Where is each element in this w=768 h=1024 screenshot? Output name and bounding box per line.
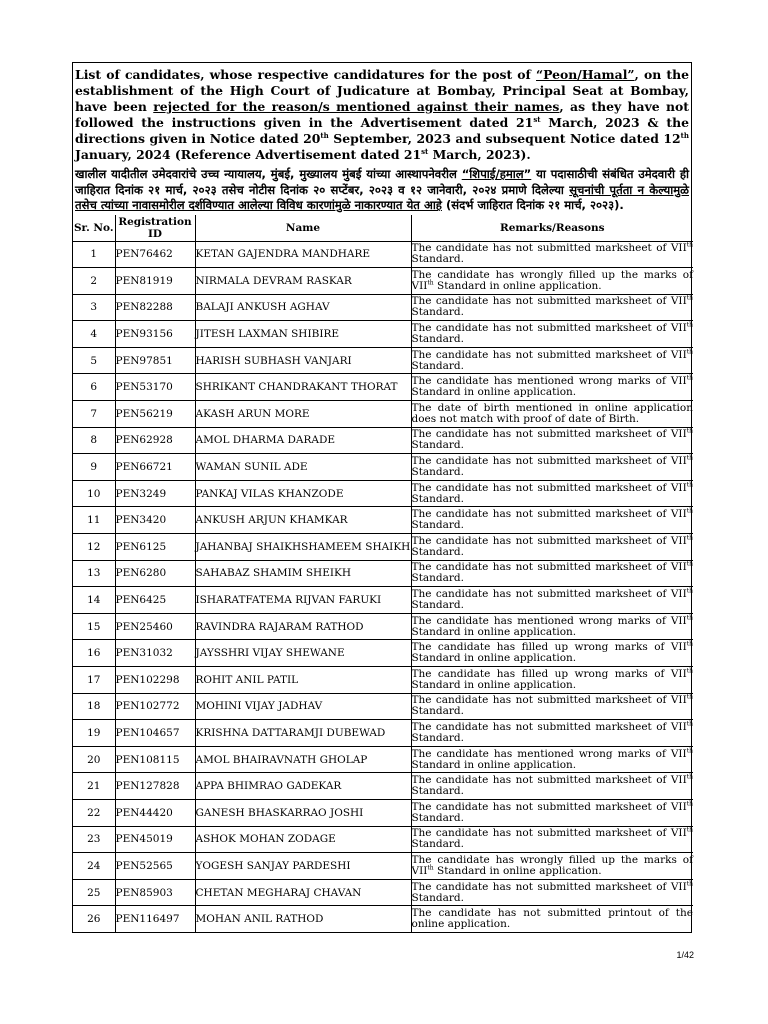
remark-text: The candidate has not submitted marksheet of VII <box>411 508 687 521</box>
registration-id-cell: PEN31032 <box>115 640 195 667</box>
ordinal-suffix: st <box>533 114 541 124</box>
sr-no-cell: 13 <box>73 560 115 587</box>
name-cell: BALAJI ANKUSH AGHAV <box>195 294 411 321</box>
sr-no-cell: 2 <box>73 268 115 295</box>
sr-no-cell: 19 <box>73 720 115 747</box>
remarks-cell <box>411 746 693 773</box>
registration-id-cell: PEN3420 <box>115 507 195 534</box>
sr-no-cell: 9 <box>73 454 115 481</box>
remark-text: Standard in online application. <box>411 386 577 399</box>
registration-id-cell: PEN116497 <box>115 906 195 932</box>
registration-id-cell: PEN56219 <box>115 401 195 428</box>
remark-text: Standard. <box>411 891 464 904</box>
sr-no-cell: 21 <box>73 773 115 800</box>
remarks-cell <box>411 720 693 747</box>
table-body <box>73 241 693 932</box>
registration-id-cell: PEN81919 <box>115 268 195 295</box>
name-cell: HARISH SUBHASH VANJARI <box>195 347 411 374</box>
registration-id-cell: PEN104657 <box>115 720 195 747</box>
sr-no-cell: 11 <box>73 507 115 534</box>
remarks-cell <box>411 294 693 321</box>
registration-id-cell: PEN3249 <box>115 480 195 507</box>
remark-text: The candidate has not submitted marksheet of VII <box>411 295 687 308</box>
marathi-text: या पदासाठीची संबंधित उमेदवारी ही जाहिरात दिनांक २१ मार्च, २०२३ तसेच नोटीस दिनांक २० सप्टेंबर, २०२३ व १२ जानेवारी, २०२४ प्रमाणे दिलेल्या <box>75 167 689 197</box>
name-cell: RAVINDRA RAJARAM RATHOD <box>195 613 411 640</box>
ordinal-suffix: th <box>686 587 693 595</box>
intro-text: September, 2023 and subsequent Notice dated 12 <box>328 131 681 146</box>
remark-text: Standard. <box>411 705 464 718</box>
remarks-cell <box>411 374 693 401</box>
registration-id-cell: PEN6280 <box>115 560 195 587</box>
name-cell: AKASH ARUN MORE <box>195 401 411 428</box>
name-cell: MOHINI VIJAY JADHAV <box>195 693 411 720</box>
remark-text: The candidate has not submitted printout of the online application. <box>411 907 693 931</box>
name-cell: ROHIT ANIL PATIL <box>195 667 411 694</box>
ordinal-suffix: th <box>686 640 693 648</box>
sr-no-cell: 6 <box>73 374 115 401</box>
remarks-cell <box>411 773 693 800</box>
ordinal-suffix: th <box>320 130 329 140</box>
remarks-cell <box>411 507 693 534</box>
ordinal-suffix: th <box>427 864 434 872</box>
registration-id-cell: PEN76462 <box>115 241 195 268</box>
remark-text: The candidate has not submitted marksheet of VII <box>411 880 687 893</box>
remark-text: The candidate has not submitted marksheet of VII <box>411 827 687 840</box>
registration-id-cell: PEN66721 <box>115 454 195 481</box>
name-cell: ASHOK MOHAN ZODAGE <box>195 826 411 853</box>
ordinal-suffix: th <box>427 279 434 287</box>
name-cell: SHRIKANT CHANDRAKANT THORAT <box>195 374 411 401</box>
remark-text: The candidate has not submitted marksheet of VII <box>411 694 687 707</box>
ordinal-suffix: th <box>686 880 693 888</box>
ordinal-suffix: th <box>686 321 693 329</box>
remarks-cell <box>411 693 693 720</box>
remark-text: Standard in online application. <box>411 758 577 771</box>
sr-no-cell: 14 <box>73 587 115 614</box>
table-row <box>73 693 693 720</box>
sr-no-cell: 15 <box>73 613 115 640</box>
remark-text: The date of birth mentioned in online application does not match with proof of date of Birth. <box>411 401 693 425</box>
table-row <box>73 613 693 640</box>
table-row <box>73 480 693 507</box>
name-cell: JAHANBAJ SHAIKHSHAMEEM SHAIKH <box>195 534 411 561</box>
remarks-cell <box>411 906 693 932</box>
name-cell: AMOL DHARMA DARADE <box>195 427 411 454</box>
remarks-cell <box>411 480 693 507</box>
table-row <box>73 853 693 880</box>
registration-id-cell: PEN102298 <box>115 667 195 694</box>
name-cell: ISHARATFATEMA RIJVAN FARUKI <box>195 587 411 614</box>
registration-id-cell: PEN53170 <box>115 374 195 401</box>
table-row <box>73 374 693 401</box>
table-row <box>73 321 693 348</box>
sr-no-cell: 12 <box>73 534 115 561</box>
registration-id-cell: PEN82288 <box>115 294 195 321</box>
ordinal-suffix: th <box>686 241 693 249</box>
remarks-cell <box>411 454 693 481</box>
remark-text: The candidate has not submitted marksheet of VII <box>411 588 687 601</box>
ordinal-suffix: th <box>686 667 693 675</box>
remark-text: Standard in online application. <box>433 864 602 877</box>
remarks-cell <box>411 640 693 667</box>
sr-no-cell: 26 <box>73 906 115 932</box>
table-row <box>73 560 693 587</box>
intro-text: , on the establishment of the High Court of Judicature at Bombay, Principal Seat at Bombay, have been <box>75 67 689 114</box>
table-row <box>73 773 693 800</box>
ordinal-suffix: th <box>686 800 693 808</box>
remark-text: The candidate has not submitted marksheet of VII <box>411 481 687 494</box>
table-row <box>73 720 693 747</box>
remark-text: The candidate has wrongly filled up the marks of VII <box>411 268 693 292</box>
remark-text: Standard. <box>411 492 464 505</box>
remark-text: Standard. <box>411 519 464 532</box>
ordinal-suffix: st <box>421 146 429 156</box>
name-cell: MOHAN ANIL RATHOD <box>195 906 411 932</box>
remark-text: The candidate has mentioned wrong marks of VII <box>411 747 687 760</box>
remarks-cell <box>411 879 693 906</box>
remarks-cell <box>411 560 693 587</box>
registration-id-cell: PEN52565 <box>115 853 195 880</box>
name-cell: ANKUSH ARJUN KHAMKAR <box>195 507 411 534</box>
remarks-cell <box>411 534 693 561</box>
remark-text: Standard. <box>411 838 464 851</box>
remark-text: Standard. <box>411 572 464 585</box>
remark-text: Standard. <box>411 785 464 798</box>
remark-text: The candidate has not submitted marksheet of VII <box>411 561 687 574</box>
remarks-cell <box>411 321 693 348</box>
table-row <box>73 826 693 853</box>
table-row <box>73 401 693 428</box>
sr-no-cell: 22 <box>73 799 115 826</box>
remarks-cell <box>411 587 693 614</box>
remarks-cell <box>411 347 693 374</box>
marathi-intro <box>73 165 691 215</box>
registration-id-cell: PEN93156 <box>115 321 195 348</box>
remarks-cell <box>411 241 693 268</box>
marathi-text: खालील यादीतील उमेदवारांचे उच्च न्यायालय, मुंबई, मुख्यालय मुंबई यांच्या आस्थापनेवरील <box>75 167 462 181</box>
name-cell: SAHABAZ SHAMIM SHEIKH <box>195 560 411 587</box>
remark-text: Standard. <box>411 731 464 744</box>
intro-text: March, 2023). <box>428 147 531 162</box>
registration-id-cell: PEN45019 <box>115 826 195 853</box>
remark-text: The candidate has not submitted marksheet of VII <box>411 242 687 255</box>
name-cell: PANKAJ VILAS KHANZODE <box>195 480 411 507</box>
ordinal-suffix: th <box>686 693 693 701</box>
remark-text: The candidate has mentioned wrong marks of VII <box>411 375 687 388</box>
remark-text: Standard. <box>411 599 464 612</box>
remark-text: Standard. <box>411 466 464 479</box>
table-row <box>73 268 693 295</box>
ordinal-suffix: th <box>686 826 693 834</box>
remarks-cell <box>411 613 693 640</box>
name-cell: JAYSSHRI VIJAY SHEWANE <box>195 640 411 667</box>
header-name: Name <box>195 215 411 242</box>
remark-text: The candidate has not submitted marksheet of VII <box>411 322 687 335</box>
table-row <box>73 587 693 614</box>
intro-text: March, 2023 & the directions given in Notice dated 20 <box>75 115 689 146</box>
marathi-text: (संदर्भ जाहिरात दिनांक २१ मार्च, २०२३). <box>441 198 624 212</box>
remarks-cell <box>411 799 693 826</box>
marathi-rejection-note: सूचनांची पूर्तता न केल्यामुळे तसेच त्यांच्या नावासमोरील दर्शविण्यात आलेल्या विविध कारणांमुळे नाकारण्यात येत आहे <box>75 182 689 212</box>
table-row <box>73 294 693 321</box>
registration-id-cell: PEN6425 <box>115 587 195 614</box>
remarks-cell <box>411 667 693 694</box>
remark-text: The candidate has mentioned wrong marks of VII <box>411 614 687 627</box>
name-cell: WAMAN SUNIL ADE <box>195 454 411 481</box>
table-header-row <box>73 215 693 242</box>
remark-text: Standard. <box>411 811 464 824</box>
marathi-post-title: “शिपाई/हमाल” <box>461 167 532 181</box>
remark-text: The candidate has not submitted marksheet of VII <box>411 774 687 787</box>
remarks-cell <box>411 826 693 853</box>
intro-text: List of candidates, whose respective candidatures for the post of <box>75 67 537 82</box>
table-row <box>73 347 693 374</box>
remark-text: The candidate has not submitted marksheet of VII <box>411 800 687 813</box>
remark-text: Standard. <box>411 545 464 558</box>
remarks-cell <box>411 268 693 295</box>
remarks-cell <box>411 853 693 880</box>
ordinal-suffix: th <box>686 374 693 382</box>
remark-text: Standard in online application. <box>411 625 577 638</box>
remark-text: The candidate has not submitted marksheet of VII <box>411 534 687 547</box>
sr-no-cell: 25 <box>73 879 115 906</box>
header-registration-id: Registration ID <box>115 215 195 242</box>
registration-id-cell: PEN108115 <box>115 746 195 773</box>
name-cell: CHETAN MEGHARAJ CHAVAN <box>195 879 411 906</box>
table-row <box>73 906 693 932</box>
remark-text: The candidate has not submitted marksheet of VII <box>411 455 687 468</box>
table-row <box>73 799 693 826</box>
table-row <box>73 427 693 454</box>
remark-text: Standard. <box>411 253 464 266</box>
ordinal-suffix: th <box>686 773 693 781</box>
sr-no-cell: 18 <box>73 693 115 720</box>
sr-no-cell: 23 <box>73 826 115 853</box>
sr-no-cell: 1 <box>73 241 115 268</box>
remark-text: Standard in online application. <box>411 678 577 691</box>
remark-text: The candidate has filled up wrong marks of VII <box>411 641 687 654</box>
sr-no-cell: 8 <box>73 427 115 454</box>
remark-text: The candidate has not submitted marksheet of VII <box>411 428 687 441</box>
intro-text: , as they have not followed the instructions given in the Advertisement dated 21 <box>75 99 689 130</box>
sr-no-cell: 7 <box>73 401 115 428</box>
remark-text: Standard in online application. <box>411 652 577 665</box>
remark-text: Standard. <box>411 439 464 452</box>
table-row <box>73 879 693 906</box>
registration-id-cell: PEN127828 <box>115 773 195 800</box>
table-row <box>73 534 693 561</box>
name-cell: NIRMALA DEVRAM RASKAR <box>195 268 411 295</box>
remark-text: Standard. <box>411 359 464 372</box>
ordinal-suffix: th <box>686 747 693 755</box>
name-cell: APPA BHIMRAO GADEKAR <box>195 773 411 800</box>
sr-no-cell: 5 <box>73 347 115 374</box>
name-cell: YOGESH SANJAY PARDESHI <box>195 853 411 880</box>
ordinal-suffix: th <box>686 720 693 728</box>
post-title: “Peon/Hamal” <box>536 67 635 82</box>
rejection-note: rejected for the reason/s mentioned against their names <box>153 99 560 114</box>
document-page <box>72 62 692 933</box>
remark-text: Standard. <box>411 306 464 319</box>
table-row <box>73 507 693 534</box>
registration-id-cell: PEN102772 <box>115 693 195 720</box>
sr-no-cell: 3 <box>73 294 115 321</box>
rejected-candidates-table <box>73 215 693 932</box>
table-row <box>73 667 693 694</box>
remark-text: The candidate has not submitted marksheet of VII <box>411 720 687 733</box>
registration-id-cell: PEN25460 <box>115 613 195 640</box>
registration-id-cell: PEN44420 <box>115 799 195 826</box>
sr-no-cell: 17 <box>73 667 115 694</box>
intro-text: January, 2024 (Reference Advertisement dated 21 <box>75 147 422 162</box>
ordinal-suffix: th <box>680 130 689 140</box>
sr-no-cell: 16 <box>73 640 115 667</box>
name-cell: JITESH LAXMAN SHIBIRE <box>195 321 411 348</box>
registration-id-cell: PEN6125 <box>115 534 195 561</box>
remark-text: The candidate has not submitted marksheet of VII <box>411 348 687 361</box>
ordinal-suffix: th <box>686 294 693 302</box>
name-cell: KRISHNA DATTARAMJI DUBEWAD <box>195 720 411 747</box>
ordinal-suffix: th <box>686 507 693 515</box>
ordinal-suffix: th <box>686 427 693 435</box>
english-intro-paragraph <box>75 67 689 163</box>
remark-text: Standard. <box>411 333 464 346</box>
ordinal-suffix: th <box>686 348 693 356</box>
remark-text: The candidate has filled up wrong marks of VII <box>411 667 687 680</box>
name-cell: GANESH BHASKARRAO JOSHI <box>195 799 411 826</box>
sr-no-cell: 20 <box>73 746 115 773</box>
table-row <box>73 746 693 773</box>
registration-id-cell: PEN85903 <box>115 879 195 906</box>
registration-id-cell: PEN62928 <box>115 427 195 454</box>
name-cell: AMOL BHAIRAVNATH GHOLAP <box>195 746 411 773</box>
name-cell: KETAN GAJENDRA MANDHARE <box>195 241 411 268</box>
remark-text: The candidate has wrongly filled up the marks of VII <box>411 853 693 877</box>
ordinal-suffix: th <box>686 534 693 542</box>
english-intro <box>73 63 691 165</box>
ordinal-suffix: th <box>686 614 693 622</box>
table-row <box>73 454 693 481</box>
remarks-cell <box>411 427 693 454</box>
header-remarks: Remarks/Reasons <box>411 215 693 242</box>
header-sr-no: Sr. No. <box>73 215 115 242</box>
remarks-cell <box>411 401 693 428</box>
ordinal-suffix: th <box>686 454 693 462</box>
table-row <box>73 241 693 268</box>
sr-no-cell: 10 <box>73 480 115 507</box>
ordinal-suffix: th <box>686 560 693 568</box>
registration-id-cell: PEN97851 <box>115 347 195 374</box>
page-number: 1/42 <box>676 950 694 960</box>
table-row <box>73 640 693 667</box>
ordinal-suffix: th <box>686 481 693 489</box>
sr-no-cell: 24 <box>73 853 115 880</box>
remark-text: Standard in online application. <box>433 279 602 292</box>
sr-no-cell: 4 <box>73 321 115 348</box>
